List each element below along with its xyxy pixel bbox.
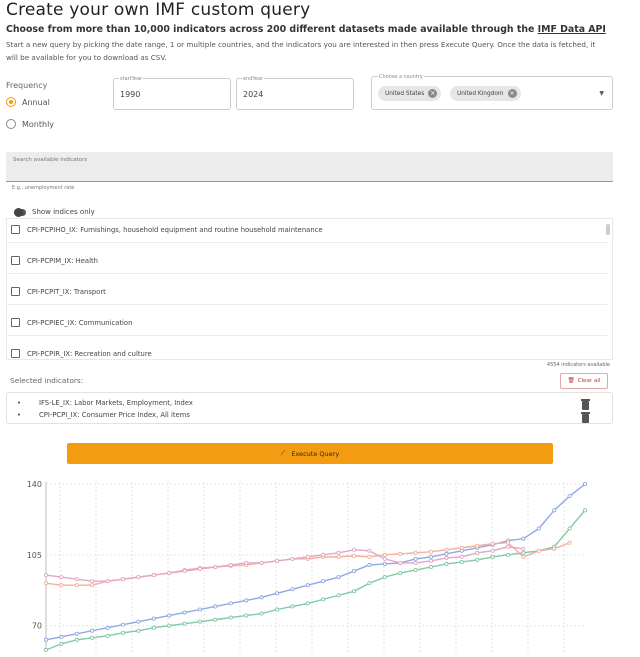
- data-point: [183, 611, 186, 614]
- country-select-label: Choose a country: [379, 74, 423, 80]
- data-point: [383, 576, 386, 579]
- data-point: [352, 590, 355, 593]
- data-point: [91, 629, 94, 632]
- selected-indicator-text: IFS-LE_IX: Labor Markets, Employment, Index: [39, 399, 193, 407]
- bullet: •: [17, 399, 22, 407]
- selected-indicator-item: [17, 411, 190, 419]
- data-point: [214, 605, 217, 608]
- data-point: [476, 544, 479, 547]
- data-point: [60, 576, 63, 579]
- end-year-label: endYear: [243, 76, 264, 82]
- data-point: [121, 578, 124, 581]
- indicator-label: CPI-PCPIR_IX: Recreation and culture: [27, 349, 152, 358]
- data-point: [91, 636, 94, 639]
- data-point: [60, 584, 63, 587]
- data-point: [553, 509, 556, 512]
- checkbox-icon[interactable]: [11, 287, 20, 296]
- series-line-0: [46, 484, 585, 640]
- indicator-label: CPI-PCPIM_IX: Health: [27, 256, 98, 265]
- country-select[interactable]: [371, 76, 613, 110]
- data-point: [522, 547, 525, 550]
- remove-indicator-trash-icon[interactable]: [582, 401, 589, 410]
- results-line-chart: [0, 472, 600, 657]
- data-point: [322, 598, 325, 601]
- series-line-1: [46, 510, 585, 650]
- radio-annual[interactable]: [6, 97, 50, 107]
- data-point: [306, 555, 309, 558]
- data-point: [399, 561, 402, 564]
- indicator-label: CPI-PCPIHO_IX: Furnishings, household equipment and routine household maintenance: [27, 225, 323, 234]
- data-point: [414, 568, 417, 571]
- radio-checked-icon: [6, 97, 16, 107]
- data-point: [460, 560, 463, 563]
- data-point: [106, 634, 109, 637]
- data-point: [44, 648, 47, 651]
- data-point: [414, 551, 417, 554]
- data-point: [75, 584, 78, 587]
- data-point: [60, 642, 63, 645]
- data-point: [137, 576, 140, 579]
- data-point: [399, 552, 402, 555]
- data-point: [291, 605, 294, 608]
- radio-unchecked-icon: [6, 119, 16, 129]
- data-point: [337, 576, 340, 579]
- indicator-item[interactable]: [11, 349, 152, 358]
- data-point: [368, 563, 371, 566]
- data-point: [245, 614, 248, 617]
- data-point: [198, 608, 201, 611]
- data-point: [260, 612, 263, 615]
- data-point: [106, 580, 109, 583]
- data-point: [583, 509, 586, 512]
- data-point: [91, 580, 94, 583]
- data-point: [445, 562, 448, 565]
- data-point: [168, 614, 171, 617]
- data-point: [322, 553, 325, 556]
- indicator-label: CPI-PCPIT_IX: Transport: [27, 287, 106, 296]
- data-point: [506, 553, 509, 556]
- imf-data-api-link[interactable]: IMF Data API: [537, 24, 606, 35]
- data-point: [337, 551, 340, 554]
- data-point: [183, 569, 186, 572]
- checkbox-icon[interactable]: [11, 318, 20, 327]
- data-point: [399, 571, 402, 574]
- data-point: [522, 551, 525, 554]
- selected-indicator-item: [17, 399, 193, 407]
- data-point: [537, 549, 540, 552]
- data-point: [198, 567, 201, 570]
- data-point: [291, 588, 294, 591]
- data-point: [460, 546, 463, 549]
- data-point: [121, 623, 124, 626]
- data-point: [322, 580, 325, 583]
- data-point: [429, 559, 432, 562]
- data-point: [183, 622, 186, 625]
- data-point: [137, 620, 140, 623]
- y-tick-label: 105: [26, 550, 42, 560]
- indicator-item[interactable]: [11, 318, 132, 327]
- data-point: [229, 563, 232, 566]
- data-point: [337, 594, 340, 597]
- data-point: [275, 559, 278, 562]
- data-point: [553, 547, 556, 550]
- data-point: [383, 562, 386, 565]
- data-point: [352, 569, 355, 572]
- y-tick-label: 140: [26, 480, 42, 490]
- radio-monthly[interactable]: [6, 119, 54, 129]
- bullet: •: [17, 411, 22, 419]
- data-point: [383, 553, 386, 556]
- data-point: [275, 608, 278, 611]
- data-point: [491, 542, 494, 545]
- data-point: [214, 618, 217, 621]
- search-helper-text: E.g., unemployment rate: [12, 185, 75, 191]
- data-point: [275, 592, 278, 595]
- data-point: [368, 582, 371, 585]
- start-year-value: 1990: [120, 90, 141, 99]
- checkbox-icon[interactable]: [11, 349, 20, 358]
- data-point: [306, 584, 309, 587]
- country-chip-united-kingdom[interactable]: [450, 86, 521, 101]
- indicator-item[interactable]: [11, 225, 323, 234]
- data-point: [522, 555, 525, 558]
- data-point: [137, 629, 140, 632]
- data-point: [506, 541, 509, 544]
- checkbox-icon[interactable]: [11, 256, 20, 265]
- data-point: [352, 548, 355, 551]
- indicator-item[interactable]: [11, 256, 98, 265]
- data-point: [429, 550, 432, 553]
- clear-all-button[interactable]: [560, 373, 608, 389]
- country-chip-label: United States: [385, 90, 425, 97]
- data-point: [245, 599, 248, 602]
- data-point: [44, 582, 47, 585]
- data-point: [476, 558, 479, 561]
- chip-remove-icon[interactable]: ×: [430, 90, 436, 97]
- checkbox-icon[interactable]: [11, 225, 20, 234]
- data-point: [260, 561, 263, 564]
- data-point: [429, 565, 432, 568]
- data-point: [522, 537, 525, 540]
- data-point: [568, 495, 571, 498]
- data-point: [152, 626, 155, 629]
- radio-monthly-label: Monthly: [22, 119, 55, 129]
- available-count: 4554 indicators available: [546, 362, 610, 368]
- end-year-field[interactable]: [236, 78, 354, 110]
- data-point: [152, 573, 155, 576]
- data-point: [460, 555, 463, 558]
- list-scrollbar[interactable]: [606, 224, 610, 235]
- data-point: [106, 626, 109, 629]
- data-point: [568, 527, 571, 530]
- indicator-list[interactable]: [6, 218, 613, 360]
- selected-indicators-list: [6, 392, 613, 424]
- series-line-3: [46, 547, 523, 581]
- subtitle-text: Choose from more than 10,000 indicators across 200 different datasets made available through the: [6, 24, 538, 35]
- data-point: [229, 602, 232, 605]
- data-point: [260, 596, 263, 599]
- data-point: [414, 561, 417, 564]
- country-chip-label: United Kingdom: [457, 90, 504, 97]
- data-point: [352, 554, 355, 557]
- frequency-label: Frequency: [6, 81, 48, 90]
- show-indices-toggle-row[interactable]: [14, 208, 95, 216]
- execute-query-button[interactable]: [67, 443, 553, 464]
- data-point: [245, 561, 248, 564]
- data-point: [368, 555, 371, 558]
- data-point: [568, 541, 571, 544]
- data-point: [291, 557, 294, 560]
- data-point: [229, 616, 232, 619]
- data-point: [429, 555, 432, 558]
- data-point: [491, 549, 494, 552]
- data-point: [168, 571, 171, 574]
- data-point: [44, 573, 47, 576]
- trash-icon: 🗑: [567, 378, 575, 384]
- show-indices-label: Show indices only: [32, 208, 95, 216]
- y-tick-label: 70: [31, 621, 42, 631]
- data-point: [214, 565, 217, 568]
- chip-remove-icon[interactable]: ×: [509, 90, 515, 97]
- data-point: [383, 557, 386, 560]
- data-point: [368, 549, 371, 552]
- data-point: [445, 556, 448, 559]
- toggle-switch[interactable]: [14, 209, 26, 216]
- country-chip-united-states[interactable]: [378, 86, 441, 101]
- page-description: Start a new query by picking the date range, 1 or multiple countries, and the indicators you are interested in then press Execute Query. Once the data is fetched, it will be available for you to download as CSV.: [6, 40, 596, 62]
- execute-query-label: Execute Query: [291, 449, 340, 458]
- data-point: [491, 555, 494, 558]
- clear-all-label: Clear all: [577, 378, 601, 384]
- remove-indicator-trash-icon[interactable]: [582, 414, 589, 423]
- selected-indicators-label: Selected indicators:: [10, 376, 84, 385]
- start-year-label: startYear: [120, 76, 143, 82]
- trending-up-icon: ⟋: [280, 449, 286, 457]
- indicator-item[interactable]: [11, 287, 106, 296]
- indicator-label: CPI-PCPIEC_IX: Communication: [27, 318, 133, 327]
- data-point: [337, 555, 340, 558]
- data-point: [506, 545, 509, 548]
- data-point: [476, 551, 479, 554]
- start-year-field[interactable]: [113, 78, 231, 110]
- page-title: Create your own IMF custom query: [6, 0, 311, 20]
- data-point: [445, 552, 448, 555]
- selected-indicator-text: CPI-PCPI_IX: Consumer Price Index, All items: [39, 411, 190, 419]
- data-point: [583, 482, 586, 485]
- data-point: [44, 638, 47, 641]
- radio-annual-label: Annual: [22, 97, 50, 107]
- data-point: [60, 635, 63, 638]
- data-point: [198, 620, 201, 623]
- data-point: [75, 632, 78, 635]
- end-year-value: 2024: [243, 90, 264, 99]
- data-point: [168, 624, 171, 627]
- indicator-search-input[interactable]: [6, 152, 613, 182]
- data-point: [152, 617, 155, 620]
- data-point: [537, 527, 540, 530]
- data-point: [75, 638, 78, 641]
- data-point: [91, 584, 94, 587]
- data-point: [445, 548, 448, 551]
- page-subtitle: [6, 24, 606, 35]
- chevron-down-icon[interactable]: ▼: [599, 90, 604, 97]
- data-point: [306, 602, 309, 605]
- data-point: [121, 631, 124, 634]
- data-point: [414, 557, 417, 560]
- data-point: [75, 578, 78, 581]
- search-label: Search available indicators: [13, 157, 88, 163]
